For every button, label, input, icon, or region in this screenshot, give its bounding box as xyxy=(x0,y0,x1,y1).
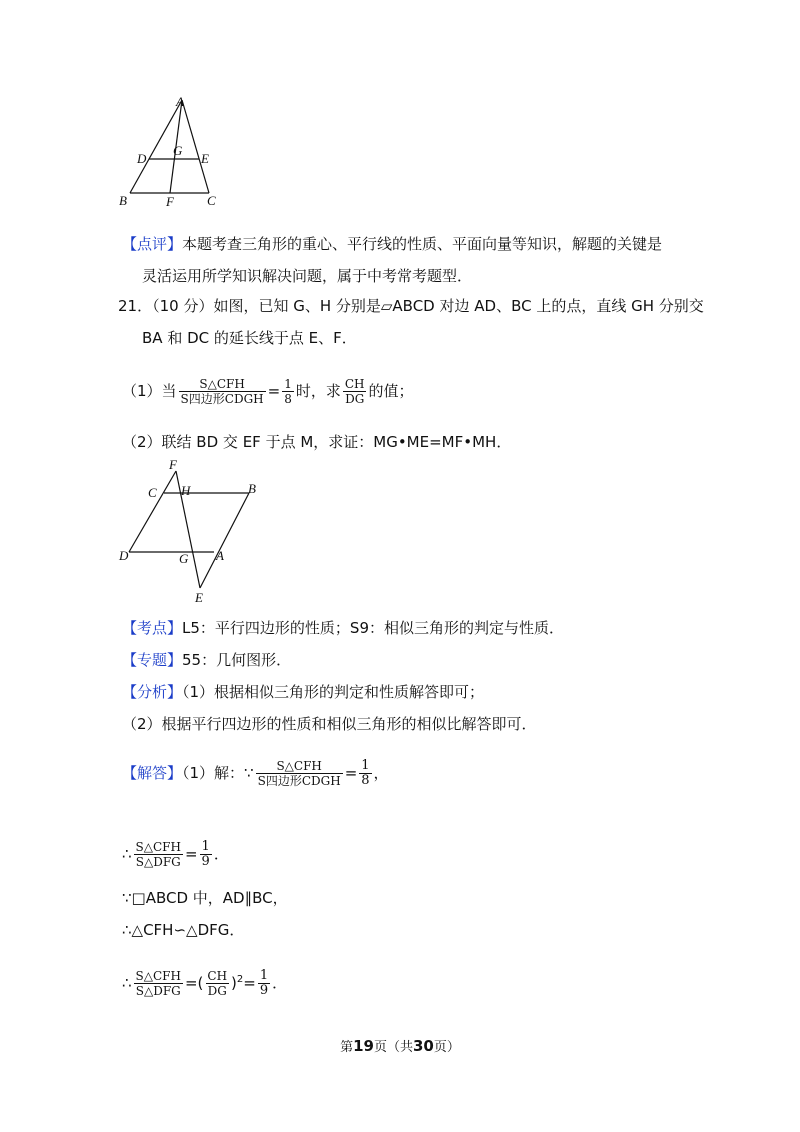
kaodian-text: L5：平行四边形的性质；S9：相似三角形的判定与性质． xyxy=(182,619,564,637)
fraction-one-eighth xyxy=(282,377,294,406)
part1-suffix: 的值； xyxy=(368,382,414,400)
step-2-line xyxy=(122,836,229,872)
fraction-area-ratio xyxy=(134,840,183,869)
footer-pre: 第 xyxy=(340,1040,354,1055)
label-f: F xyxy=(166,194,174,209)
jieda-tag: 【解答】 xyxy=(122,764,183,782)
therefore-sign: ∴ xyxy=(122,845,132,863)
jieda-line xyxy=(122,755,389,791)
frac-num: CH xyxy=(344,377,365,391)
label-a: A xyxy=(216,548,224,563)
frac-den: S四边形CDGH xyxy=(257,774,341,788)
side-ac xyxy=(182,100,209,193)
label-g: G xyxy=(179,551,189,566)
fenxi-tag: 【分析】 xyxy=(122,683,183,701)
frac-num: S△CFH xyxy=(199,377,245,391)
frac-den: DG xyxy=(207,984,227,998)
part1-mid: 时，求 xyxy=(295,382,341,400)
footer-mid: 页（共 xyxy=(373,1040,413,1055)
frac-num: S△CFH xyxy=(135,969,181,983)
fraction-area-ratio xyxy=(256,759,343,788)
fraction-ch-dg xyxy=(205,969,229,998)
frac-den: 9 xyxy=(201,854,210,869)
frac-den: S△DFG xyxy=(135,984,181,998)
page-number: 19 xyxy=(353,1037,374,1055)
fraction-ch-dg xyxy=(343,377,367,406)
frac-den: 8 xyxy=(284,392,292,406)
step2-suffix: ． xyxy=(213,845,229,863)
label-d: D xyxy=(119,548,129,563)
label-g: G xyxy=(173,143,183,158)
step-5-line xyxy=(122,962,287,998)
jieda-suffix: ， xyxy=(373,764,389,782)
side-be xyxy=(200,493,249,588)
fraction-one-ninth xyxy=(200,840,212,869)
equals-sign: = xyxy=(243,974,256,992)
frac-den: 9 xyxy=(259,983,269,998)
open-paren: =( xyxy=(184,974,204,992)
frac-num: 1 xyxy=(201,839,210,854)
frac-num: 1 xyxy=(284,377,292,391)
triangle-figure xyxy=(115,92,235,210)
frac-den: S△DFG xyxy=(135,855,181,869)
equals-sign: = xyxy=(344,764,358,782)
zhuanti-tag: 【专题】 xyxy=(122,651,183,669)
label-d: D xyxy=(137,151,147,166)
step-4-line: ∴△CFH∽△DFG． xyxy=(122,921,245,939)
close-paren: ) xyxy=(231,974,237,992)
label-e: E xyxy=(201,151,209,166)
question-21-line-1 xyxy=(118,296,704,316)
step-3-line: ∵□ABCD 中，AD∥BC， xyxy=(122,889,288,907)
fraction-one-ninth xyxy=(258,969,270,998)
label-c: C xyxy=(148,485,157,500)
fraction-area-ratio xyxy=(179,377,266,406)
parallelogram-figure xyxy=(115,455,275,605)
frac-num: S△CFH xyxy=(135,840,181,854)
equals-sign: = xyxy=(184,845,198,863)
question-21-line-2: BA 和 DC 的延长线于点 E、F． xyxy=(142,329,357,347)
equals-sign: = xyxy=(267,382,281,400)
fraction-one-eighth xyxy=(359,759,371,788)
fenxi-line-2: （2）根据平行四边形的性质和相似三角形的相似比解答即可． xyxy=(122,715,537,733)
exponent-two: 2 xyxy=(236,974,244,985)
frac-den: S四边形CDGH xyxy=(180,392,264,406)
comment-tag: 【点评】 xyxy=(122,235,183,253)
footer-post: 页） xyxy=(433,1040,460,1055)
fenxi-text-1: （1）根据相似三角形的判定和性质解答即可； xyxy=(182,683,485,701)
step5-suffix: ． xyxy=(272,974,288,992)
label-c: C xyxy=(207,193,216,208)
question-number: 21． xyxy=(118,297,153,315)
label-b: B xyxy=(119,193,127,208)
label-f: F xyxy=(169,457,177,472)
kaodian-tag: 【考点】 xyxy=(122,619,183,637)
comment-text-1: 本题考查三角形的重心、平行线的性质、平面向量等知识，解题的关键是 xyxy=(182,235,663,253)
jieda-prefix: （1）解：∵ xyxy=(182,764,254,782)
label-a: A xyxy=(176,94,184,109)
part1-prefix: （1）当 xyxy=(122,382,177,400)
total-pages: 30 xyxy=(413,1037,434,1055)
question-part-2: （2）联结 BD 交 EF 于点 M，求证：MG•ME=MF•MH． xyxy=(122,433,512,451)
label-h: H xyxy=(181,483,191,498)
fraction-area-ratio xyxy=(134,969,183,998)
zhuanti-text: 55：几何图形． xyxy=(182,651,292,669)
kaodian-line xyxy=(122,618,564,638)
comment-line-1 xyxy=(122,234,662,254)
label-e: E xyxy=(195,590,203,605)
question-part-1 xyxy=(122,374,414,408)
frac-num: S△CFH xyxy=(276,759,322,773)
frac-den: 8 xyxy=(361,773,370,788)
page-footer xyxy=(0,1036,800,1055)
zhuanti-line xyxy=(122,650,291,670)
frac-num: CH xyxy=(207,969,228,983)
frac-num: 1 xyxy=(259,968,269,983)
frac-num: 1 xyxy=(361,758,370,773)
frac-den: DG xyxy=(345,392,365,406)
therefore-sign: ∴ xyxy=(122,974,132,992)
fenxi-line-1 xyxy=(122,682,484,702)
question-stem-1: （10 分）如图，已知 G、H 分别是▱ABCD 对边 AD、BC 上的点，直线 GH 分别交 xyxy=(152,297,704,315)
side-df xyxy=(129,471,176,552)
label-b: B xyxy=(248,481,256,496)
comment-line-2: 灵活运用所学知识解决问题，属于中考常考题型． xyxy=(142,267,473,285)
